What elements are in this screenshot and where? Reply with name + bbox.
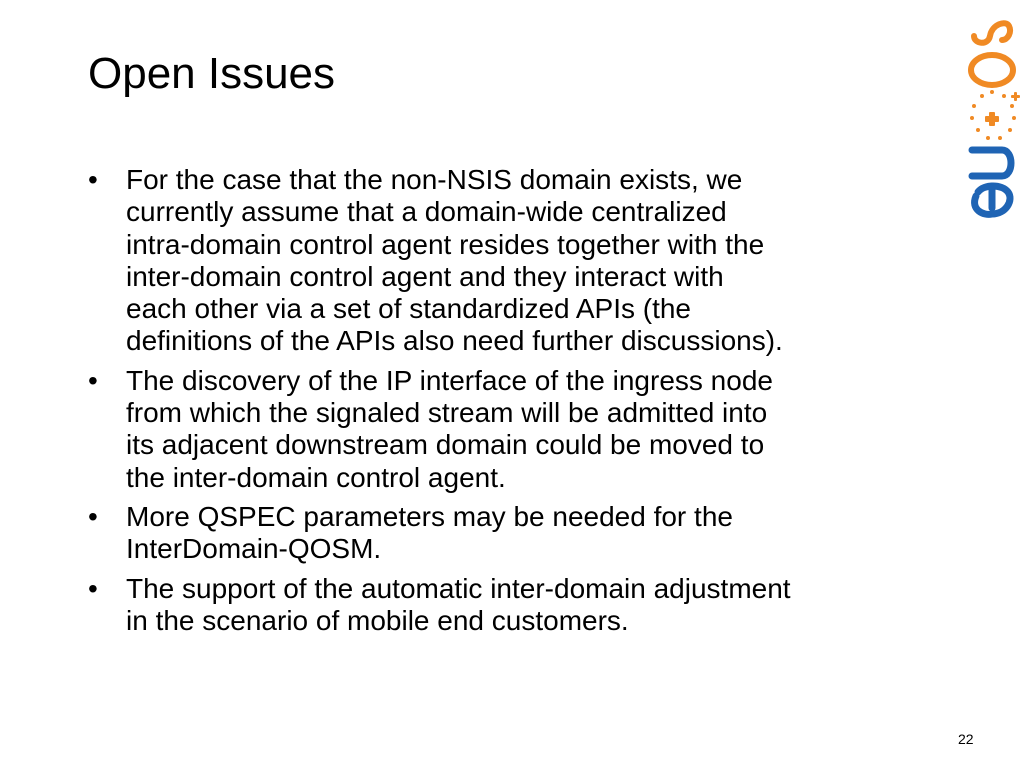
logo-letter-e [975,186,1010,214]
page-number: 22 [958,731,974,747]
bullet-text-line: For the case that the non-NSIS domain exists, we [126,164,743,195]
bullet-text-line: intra-domain control agent resides together with the [126,228,765,260]
bullet-text-line: in the scenario of mobile end customers. [126,604,629,636]
bullet-text-line: More QSPEC parameters may be needed for the [126,500,733,532]
bullet-item [88,573,948,638]
bullet-text-line: inter-domain control agent and they interact with [126,260,724,292]
bullet-text-line: InterDomain-QOSM. [126,533,382,565]
bullet-list [88,164,948,644]
bullet-icon: • [88,364,98,396]
logo-letter-u [972,150,1011,176]
bullet-item [88,164,948,358]
bullet-text-line: its adjacent downstream domain could be moved to [126,429,765,461]
bullet-icon: • [88,572,98,604]
slide-title: Open Issues [88,49,336,98]
logo-letter-s [974,23,1010,43]
bullet-text-line: currently assume that a domain-wide centralized [126,196,727,228]
euqos-logo [962,0,1024,220]
bullet-text-line: from which the signaled stream will be admitted into [126,397,768,429]
bullet-item [88,365,948,494]
star-ring-icon [970,90,1020,140]
bullet-text-line: each other via a set of standardized APIs (the [126,293,692,325]
bullet-text-line: definitions of the APIs also need further discussions). [126,325,783,357]
bullet-text-line: the inter-domain control agent. [126,461,506,493]
logo-letter-o [971,55,1013,85]
bullet-icon: • [88,164,98,195]
bullet-item [88,501,948,566]
bullet-text-line: The discovery of the IP interface of the ingress node [126,364,773,396]
bullet-text-line: The support of the automatic inter-domain adjustment [126,572,791,604]
bullet-icon: • [88,500,98,532]
